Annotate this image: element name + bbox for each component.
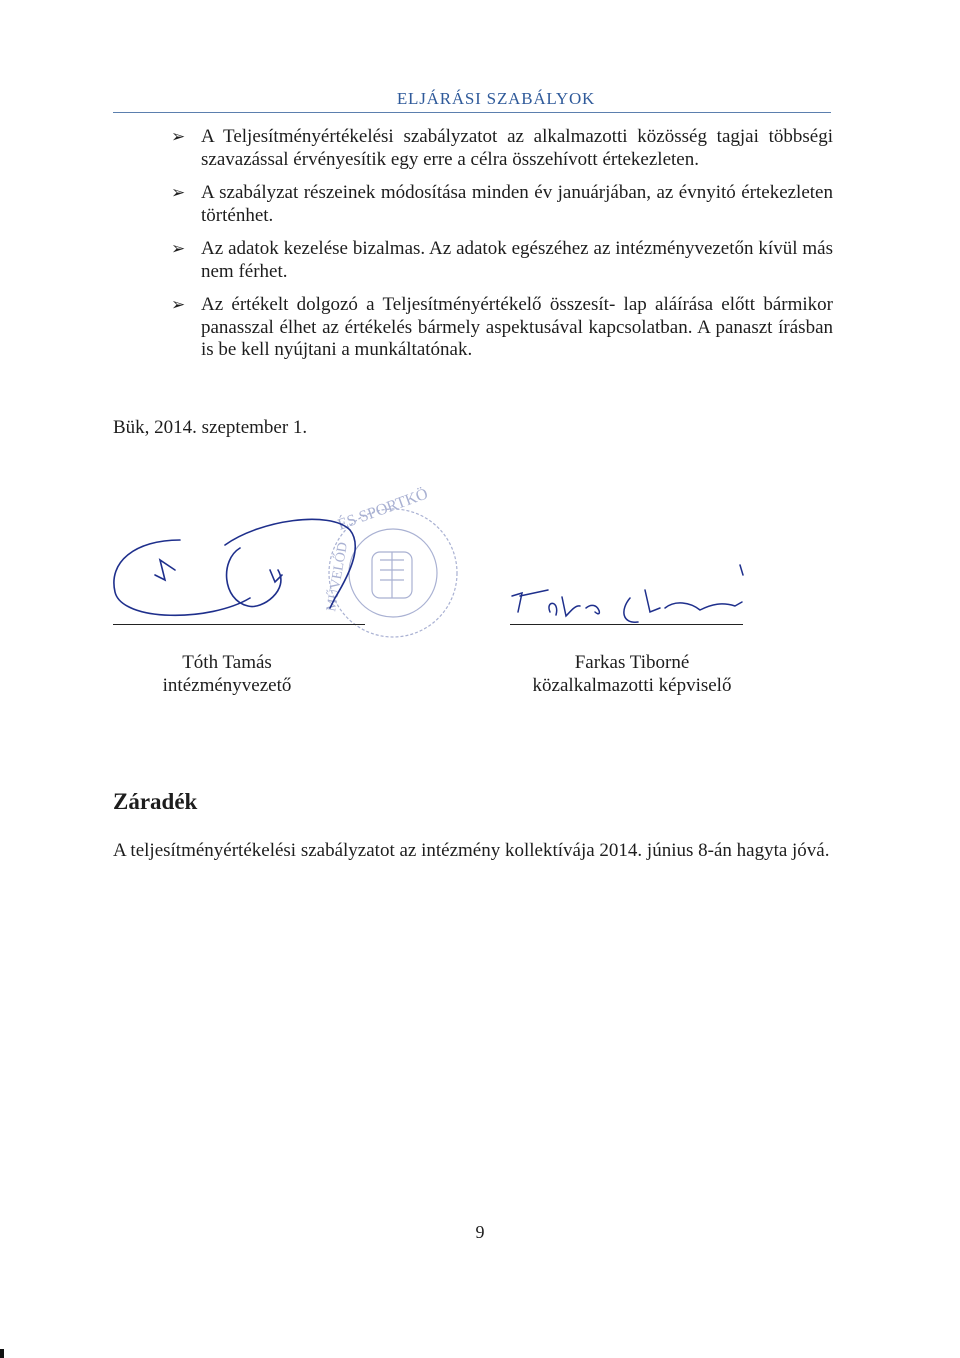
place-date: Bük, 2014. szeptember 1. — [113, 417, 308, 438]
arrow-bullet-icon: ➢ — [171, 239, 186, 258]
signer-role-left: intézményvezető — [162, 675, 292, 696]
rule-text: A Teljesítményértékelési szabályzatot az alkalmazotti közösség tagjai többségi szavazással érvényesítik egy erre a célra összehívott értekezleten. — [201, 126, 833, 170]
zaradek-title: Záradék — [113, 789, 198, 814]
scan-mark — [0, 1349, 4, 1358]
rule-text: Az adatok kezelése bizalmas. Az adatok egészéhez az intézményvezetőn kívül más nem férhet. — [201, 238, 833, 282]
signer-name-right: Farkas Tiborné — [574, 652, 690, 673]
signer-name-left: Tóth Tamás — [182, 652, 272, 673]
rule-text: A szabályzat részeinek módosítása minden év januárjában, az évnyitó értekezleten történhet. — [201, 182, 833, 226]
arrow-bullet-icon: ➢ — [171, 295, 186, 314]
svg-text:ÉS SPORTKÖ: ÉS SPORTKÖ — [335, 485, 431, 534]
signature-line-right — [510, 624, 743, 625]
rule-text: Az értékelt dolgozó a Teljesítményértékelő összesít- lap aláírása előtt bármikor panasszal élhet az értékelés bármely aspektusával kapcsolatban. A panaszt írásban is be kell nyújtani a munkáltatónak. — [201, 294, 833, 360]
signature-farkas-tiborne — [512, 565, 743, 622]
zaradek-text: A teljesítményértékelési szabályzatot az intézmény kollektívája 2014. június 8-án hagyta jóvá. — [113, 840, 830, 861]
page-number: 9 — [475, 1222, 485, 1242]
official-stamp — [322, 484, 457, 637]
arrow-bullet-icon: ➢ — [171, 127, 186, 146]
signer-role-right: közalkalmazotti képviselő — [532, 675, 732, 696]
signature-line-left — [113, 624, 365, 625]
svg-text:MŰVELŐD: MŰVELŐD — [324, 541, 352, 613]
signature-toth-tamas — [114, 519, 355, 615]
section-title: ELJÁRÁSI SZABÁLYOK — [396, 89, 596, 108]
arrow-bullet-icon: ➢ — [171, 183, 186, 202]
